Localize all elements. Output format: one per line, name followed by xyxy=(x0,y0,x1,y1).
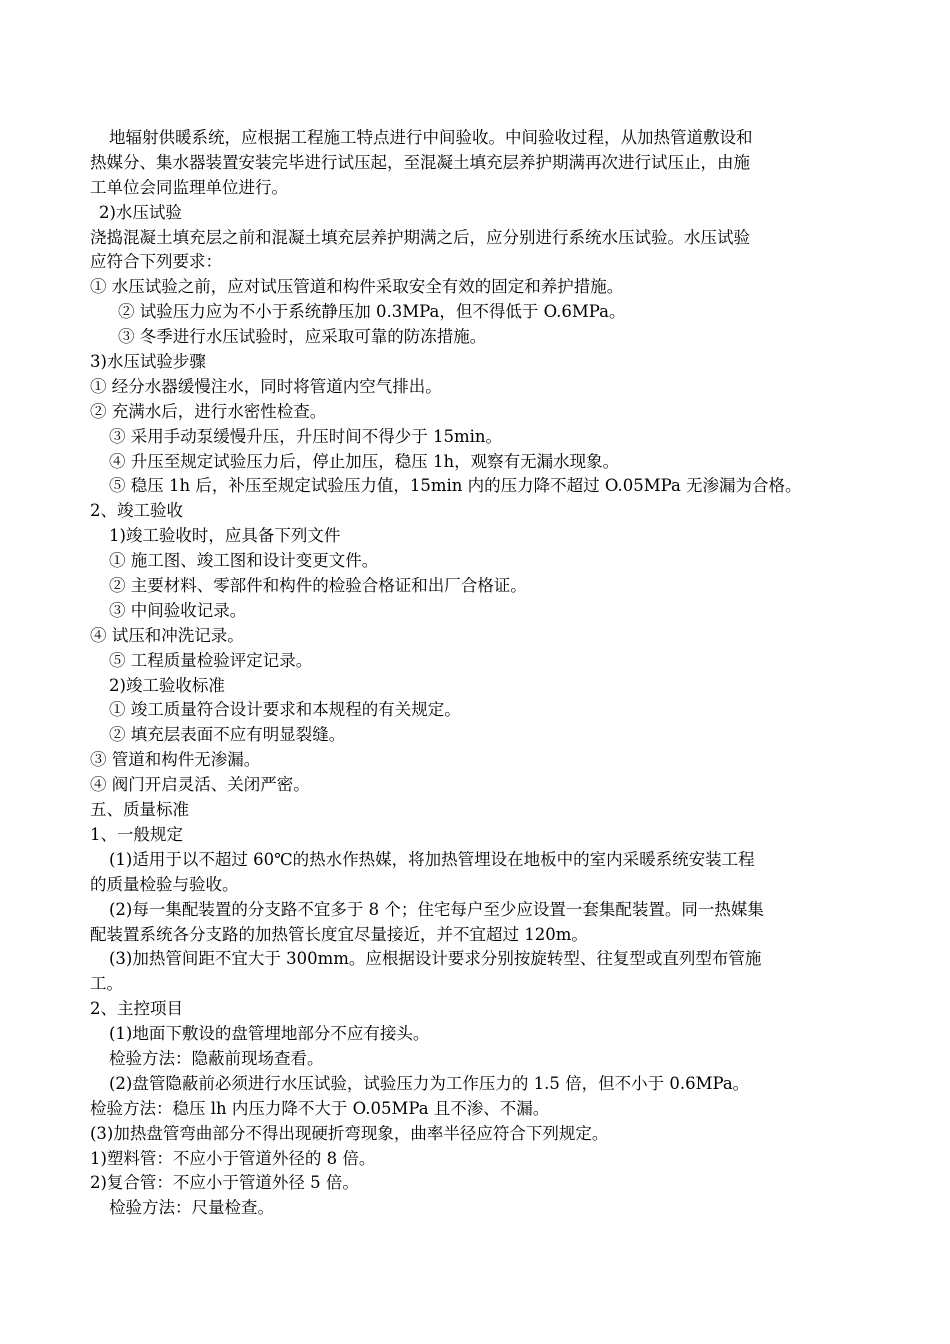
text-line: 工单位会同监理单位进行。 xyxy=(90,177,288,197)
text-line: ② 试验压力应为不小于系统静压加 0.3MPa，但不得低于 O.6MPa。 xyxy=(118,302,626,322)
text-line: 工。 xyxy=(90,974,123,994)
text-line: 2)复合管：不应小于管道外径 5 倍。 xyxy=(90,1173,359,1193)
text-line: ④ 升压至规定试验压力后，停止加压，稳压 1h，观察有无漏水现象。 xyxy=(109,451,620,471)
text-line: 的质量检验与验收。 xyxy=(90,874,239,894)
text-line: ③ 冬季进行水压试验时，应采取可靠的防冻措施。 xyxy=(118,327,487,347)
text-line: ③ 中间验收记录。 xyxy=(109,600,247,620)
text-line: (2)每一集配装置的分支路不宜多于 8 个；住宅每户至少应设置一套集配装置。同一热媒集 xyxy=(109,899,764,919)
text-line: 1)竣工验收时，应具备下列文件 xyxy=(109,526,341,546)
text-line: ③ 采用手动泵缓慢升压，升压时间不得少于 15min。 xyxy=(109,426,503,446)
text-line: (1)适用于以不超过 60℃的热水作热媒，将加热管埋设在地板中的室内采暖系统安装工程 xyxy=(109,849,755,869)
text-line: 2、竣工验收 xyxy=(90,501,183,521)
text-line: (3)加热管间距不宜大于 300mm。应根据设计要求分别按旋转型、往复型或直列型布管施 xyxy=(109,949,762,969)
text-line: ② 填充层表面不应有明显裂缝。 xyxy=(109,725,346,745)
text-line: 3)水压试验步骤 xyxy=(90,352,206,372)
text-line: 检验方法：尺量检查。 xyxy=(109,1198,274,1218)
text-line: ④ 阀门开启灵活、关闭严密。 xyxy=(90,775,310,795)
text-line: 1、一般规定 xyxy=(90,824,183,844)
text-line: (3)加热盘管弯曲部分不得出现硬折弯现象，曲率半径应符合下列规定。 xyxy=(90,1123,609,1143)
text-line: ① 施工图、竣工图和设计变更文件。 xyxy=(109,551,379,571)
document-body xyxy=(90,126,862,1221)
text-line: ④ 试压和冲洗记录。 xyxy=(90,625,244,645)
text-line: 2)竣工验收标准 xyxy=(109,675,225,695)
text-line: ① 水压试验之前，应对试压管道和构件采取安全有效的固定和养护措施。 xyxy=(90,277,624,297)
text-line: 热媒分、集水器装置安装完毕进行试压起，至混凝土填充层养护期满再次进行试压止，由施 xyxy=(90,152,750,172)
text-line: 配装置系统各分支路的加热管长度宜尽量接近，并不宜超过 120m。 xyxy=(90,924,588,944)
text-line: ② 主要材料、零部件和构件的检验合格证和出厂合格证。 xyxy=(109,576,527,596)
text-line: 浇捣混凝土填充层之前和混凝土填充层养护期满之后，应分别进行系统水压试验。水压试验 xyxy=(90,227,750,247)
text-line: ⑤ 工程质量检验评定记录。 xyxy=(109,650,313,670)
text-line: ① 经分水器缓慢注水，同时将管道内空气排出。 xyxy=(90,376,442,396)
text-line: 地辐射供暖系统，应根据工程施工特点进行中间验收。中间验收过程，从加热管道敷设和 xyxy=(109,128,753,147)
text-line: 1)塑料管：不应小于管道外径的 8 倍。 xyxy=(90,1148,376,1168)
text-line: 检验方法：稳压 lh 内压力降不大于 O.05MPa 且不渗、不漏。 xyxy=(90,1098,550,1118)
text-line: ① 竣工质量符合设计要求和本规程的有关规定。 xyxy=(109,700,461,720)
text-line: 2、主控项目 xyxy=(90,999,183,1019)
text-line: 2)水压试验 xyxy=(99,202,182,222)
text-line: 应符合下列要求： xyxy=(90,252,222,272)
text-line: 检验方法：隐蔽前现场查看。 xyxy=(109,1048,324,1068)
text-line: ⑤ 稳压 1h 后，补压至规定试验压力值，15min 内的压力降不超过 O.05MPa 无渗漏为合格。 xyxy=(109,476,802,496)
text-line: ③ 管道和构件无渗漏。 xyxy=(90,750,261,770)
text-line: 五、质量标准 xyxy=(90,800,189,820)
text-line: (1)地面下敷设的盘管埋地部分不应有接头。 xyxy=(109,1024,430,1044)
text-line: ② 充满水后，进行水密性检查。 xyxy=(90,401,327,421)
text-line: (2)盘管隐蔽前必须进行水压试验，试验压力为工作压力的 1.5 倍，但不小于 0.6MPa。 xyxy=(109,1073,750,1093)
